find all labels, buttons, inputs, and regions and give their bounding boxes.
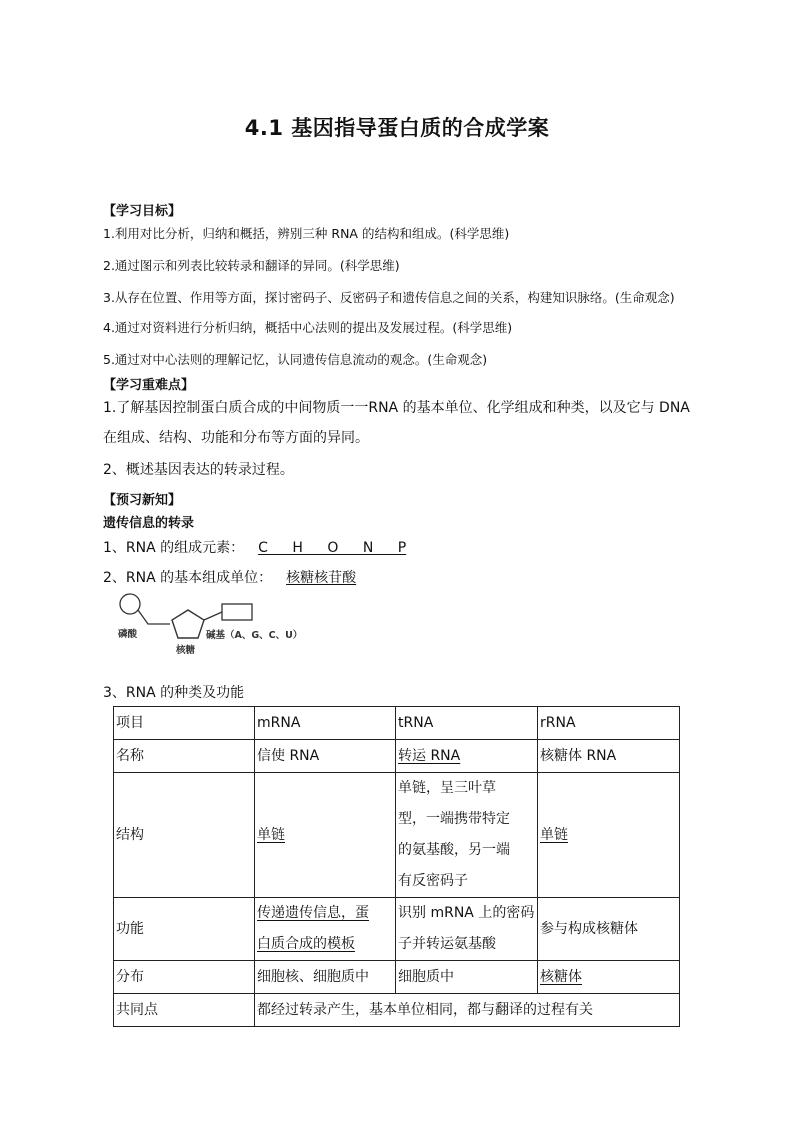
table-cell: 名称 [114,740,255,773]
base-label: 碱基（A、G、C、U） [206,630,303,641]
table-cell: 单链 [538,773,680,898]
table-cell: 转运 RNA [396,740,538,773]
objective-item-5: 5.通过对中心法则的理解记忆，认同遗传信息流动的观念。(生命观念) [103,352,488,367]
phosphate-circle [120,594,140,614]
phosphate-bond [138,610,170,624]
table-cell: 都经过转录产生，基本单位相同，都与翻译的过程有关 [255,994,680,1027]
preview-subheading: 遗传信息的转录 [103,516,195,531]
table-cell: mRNA [255,707,396,740]
cell-line: 识别 mRNA 上的密码 [398,905,535,921]
question-1-label: 1、RNA 的组成元素： [103,540,245,556]
page-title: 4.1 基因指导蛋白质的合成学案 [244,116,550,140]
cell-line: 有反密码子 [398,873,468,889]
table-row [114,773,680,898]
nucleotide-diagram [110,592,325,667]
table-cell: rRNA [538,707,680,740]
question-3-label: 3、RNA 的种类及功能 [103,685,245,701]
objectives-heading: 【学习目标】 [103,204,182,219]
table-cell: 信使 RNA [255,740,396,773]
table-cell: 功能 [114,898,255,961]
table-cell: tRNA [396,707,538,740]
table-row [114,961,680,994]
question-2 [103,567,362,587]
table-cell: 参与构成核糖体 [538,898,680,961]
table-cell: 细胞核、细胞质中 [255,961,396,994]
table-row [114,994,680,1027]
question-2-label: 2、RNA 的基本组成单位： [103,570,273,586]
objective-item-2: 2.通过图示和列表比较转录和翻译的异同。(科学思维) [103,258,400,273]
table-row [114,740,680,773]
objective-item-4: 4.通过对资料进行分析归纳，概括中心法则的提出及发展过程。(科学思维) [103,320,513,335]
question-2-answer: 核糖核苷酸 [286,570,357,586]
table-row [114,898,680,961]
table-cell: 分布 [114,961,255,994]
base-bond [204,612,222,620]
question-1-answer: C H O N P [258,540,407,556]
preview-heading: 【预习新知】 [103,493,182,508]
objective-item-1: 1.利用对比分析，归纳和概括，辨别三种 RNA 的结构和组成。(科学思维) [103,226,510,241]
key-points-heading: 【学习重难点】 [103,378,195,393]
table-cell: 单链 [255,773,396,898]
cell-line: 的氨基酸，另一端 [398,842,510,858]
base-rectangle [222,604,252,620]
table-cell: 项目 [114,707,255,740]
table-cell [255,898,396,961]
table-cell [396,898,538,961]
cell-line: 白质合成的模板 [257,936,355,952]
key-point-1b: 在组成、结构、功能和分布等方面的异同。 [103,430,369,446]
table-cell: 结构 [114,773,255,898]
ribose-pentagon [172,610,204,638]
table-cell [396,773,538,898]
table-cell: 共同点 [114,994,255,1027]
table-cell: 核糖体 [538,961,680,994]
ribose-label: 核糖 [176,645,196,656]
table-cell: 细胞质中 [396,961,538,994]
rna-types-table [113,706,680,1027]
cell-line: 子并转运氨基酸 [398,936,496,952]
key-point-1a: 1.了解基因控制蛋白质合成的中间物质一一RNA 的基本单位、化学组成和种类，以及它与 DNA [103,400,690,416]
cell-line: 传递遗传信息，蛋 [257,905,369,921]
phosphate-label: 磷酸 [118,629,138,640]
cell-line: 单链，呈三叶草 [398,780,496,796]
key-point-2: 2、概述基因表达的转录过程。 [103,462,294,478]
objective-item-3: 3.从存在位置、作用等方面，探讨密码子、反密码子和遗传信息之间的关系，构建知识脉络。(生命观念) [103,290,675,305]
question-1 [103,537,436,557]
cell-line: 型，一端携带特定 [398,811,510,827]
table-cell: 核糖体 RNA [538,740,680,773]
table-row [114,707,680,740]
